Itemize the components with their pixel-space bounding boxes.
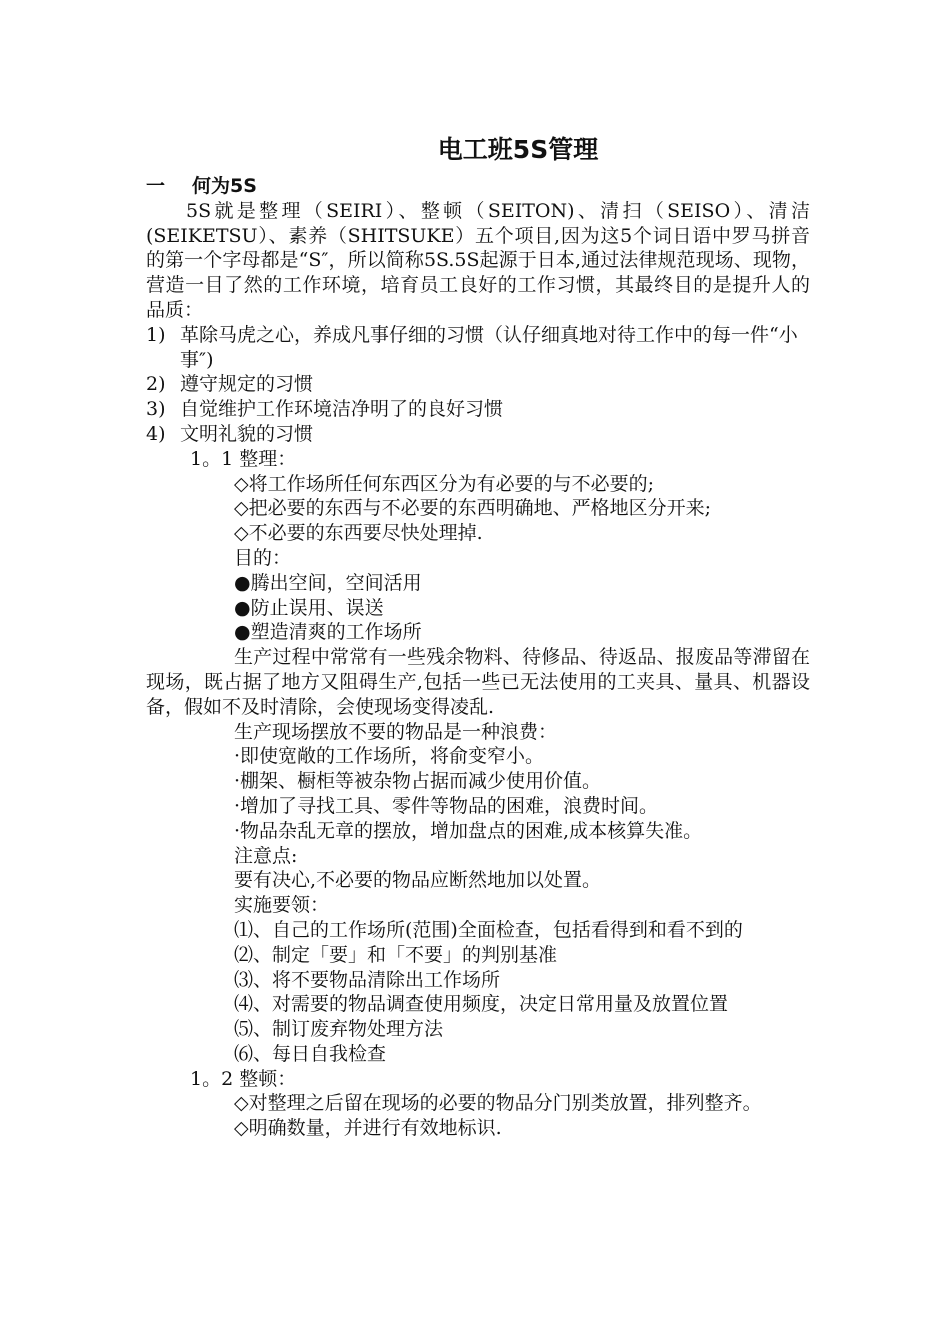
list-number: 3) (146, 398, 166, 421)
list-number: 4) (146, 422, 166, 445)
note-text: 要有决心,不必要的物品应断然地加以处置。 (234, 869, 602, 892)
implementation-item: ⑸、制订废弃物处理方法 (234, 1018, 444, 1041)
waste-item: ·物品杂乱无章的摆放，增加盘点的困难,成本核算失准。 (234, 819, 703, 842)
list-item (146, 422, 810, 447)
document-title: 电工班5S管理 (437, 135, 599, 164)
intro-paragraph: 5S就是整理（SEIRI）、整顿（SEITON)、清扫（SEISO）、清洁(SEIKETSU）、素养（SHITSUKE）五个项目,因为这5个词日语中罗马拼音的第一个字母都是“S″，所以简称5S.5S起源于日本,通过法律规范现场、现物，营造一目了然的工作环境，培育员工良好的工作习惯，其最终目的是提升人的品质： (146, 199, 810, 321)
implementation-item: ⑷、对需要的物品调查使用频度，决定日常用量及放置位置 (234, 993, 729, 1016)
list-text: 革除马虎之心，养成凡事仔细的习惯（认仔细真地对待工作中的每一件“小事″) (180, 323, 798, 371)
waste-label: 生产现场摆放不要的物品是一种浪费： (234, 720, 558, 743)
note-label: 注意点: (234, 844, 298, 867)
bullet-item: ●腾出空间，空间活用 (234, 571, 422, 594)
subsection-heading-arrange: 1。2 整顿： (190, 1067, 297, 1090)
purpose-label: 目的： (234, 546, 292, 569)
implementation-item: ⑵、制定「要」和「不要」的判别基准 (234, 943, 558, 966)
implementation-item: ⑹、每日自我检查 (234, 1042, 387, 1065)
list-text: 遵守规定的习惯 (180, 373, 314, 396)
waste-item: ·棚架、橱柜等被杂物占据而减少使用价值。 (234, 770, 602, 793)
implementation-item: ⑴、自己的工作场所(范围)全面检查，包括看得到和看不到的 (234, 918, 743, 941)
waste-item: ·即使宽敞的工作场所，将俞变窄小。 (234, 745, 545, 768)
diamond-item: ◇对整理之后留在现场的必要的物品分门别类放置，排列整齐。 (234, 1092, 762, 1115)
list-text: 文明礼貌的习惯 (180, 422, 314, 445)
section-heading (146, 174, 810, 199)
implementation-label: 实施要领： (234, 894, 330, 917)
diamond-item: ◇将工作场所任何东西区分为有必要的与不必要的; (234, 472, 655, 495)
list-number: 1) (146, 323, 166, 346)
body-paragraph: 生产过程中常常有一些残余物料、待修品、待返品、报废品等滞留在现场，既占据了地方又阻碍生产,包括一些已无法使用的工夹具、量具、机器设备，假如不及时清除，会使现场变得凌乱. (146, 646, 810, 718)
diamond-item: ◇把必要的东西与不必要的东西明确地、严格地区分开来; (234, 497, 712, 520)
bullet-item: ●防止误用、误送 (234, 596, 384, 619)
diamond-item: ◇明确数量，并进行有效地标识. (234, 1117, 502, 1140)
implementation-item: ⑶、将不要物品清除出工作场所 (234, 968, 501, 991)
list-item (146, 323, 810, 373)
list-item (146, 397, 810, 422)
list-text: 自觉维护工作环境洁净明了的良好习惯 (180, 398, 504, 421)
bullet-item: ●塑造清爽的工作场所 (234, 621, 422, 644)
waste-item: ·增加了寻找工具、零件等物品的困难，浪费时间。 (234, 794, 659, 817)
diamond-item: ◇不必要的东西要尽快处理掉. (234, 522, 483, 545)
section-number: 一 (146, 175, 166, 197)
goals-list (146, 323, 810, 447)
list-item (146, 372, 810, 397)
subsection-heading-sort: 1。1 整理： (190, 447, 297, 470)
list-number: 2) (146, 373, 166, 396)
section-title: 何为5S (192, 175, 257, 197)
